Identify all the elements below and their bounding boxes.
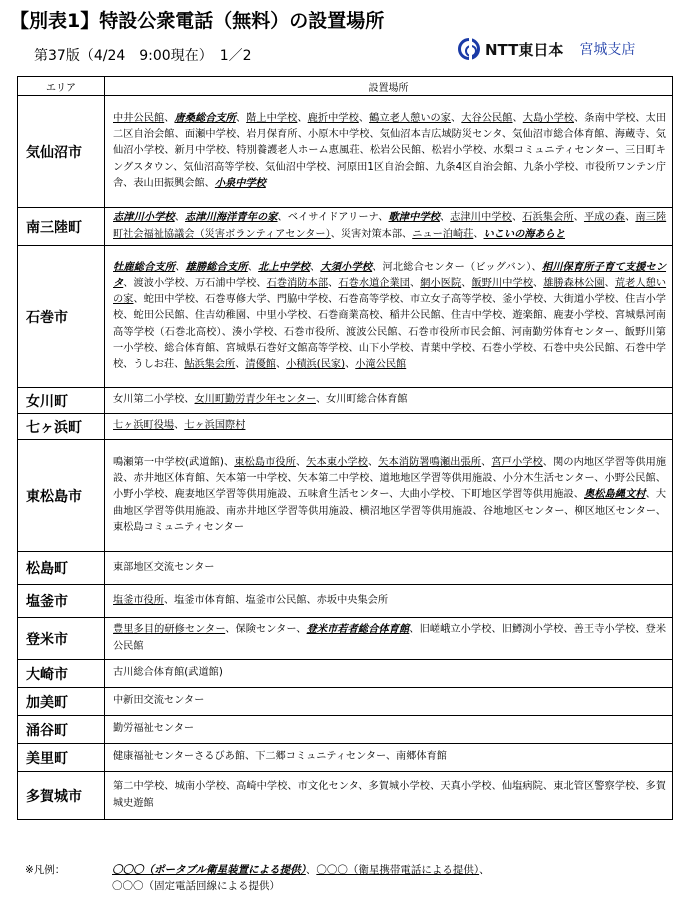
place-satellite-phone: 宮戸小学校	[491, 456, 543, 468]
place-satellite-phone: 清優館	[245, 359, 276, 370]
edition-info: 第37版（4/24 9:00現在） 1／2	[34, 48, 252, 64]
place-satellite-phone: 大谷公民館	[461, 112, 513, 124]
table-row	[18, 246, 673, 388]
places-cell	[105, 660, 673, 688]
table-row	[18, 660, 673, 688]
page-title: 【別表1】特設公衆電話（無料）の設置場所	[10, 10, 385, 32]
place-satellite-phone: 矢本消防署鳴瀬出張所	[378, 456, 482, 468]
place-satellite-phone: 鮎浜集会所	[184, 359, 236, 370]
area-cell: 女川町	[18, 388, 105, 414]
table-row	[18, 96, 673, 208]
places-cell	[105, 246, 673, 388]
place-portable-satellite: 歌津中学校	[388, 212, 440, 224]
area-cell: 美里町	[18, 744, 105, 772]
table-row	[18, 414, 673, 440]
area-cell: 気仙沼市	[18, 96, 105, 208]
place-text: 、女川町総合体育館	[315, 394, 408, 406]
place-text: 、	[625, 212, 636, 224]
place-text: 中新田交流センター	[113, 695, 205, 707]
place-text: 、	[451, 112, 462, 124]
places-cell	[105, 388, 673, 414]
place-satellite-phone: 飯野川中学校	[471, 277, 533, 289]
place-portable-satellite: 志津川小学校	[113, 212, 175, 224]
place-text: 、	[358, 112, 370, 124]
place-text: 、	[367, 456, 379, 468]
place-text: 、	[473, 228, 484, 240]
table-row	[18, 772, 673, 820]
place-text: 、	[439, 212, 451, 224]
legend	[112, 862, 490, 894]
area-cell: 石巻市	[18, 246, 105, 388]
place-text: 鳴瀬第一中学校(武道館)、	[113, 456, 235, 468]
places-cell	[105, 414, 673, 440]
place-text: 、	[297, 112, 308, 124]
place-satellite-phone: 鶴立老人憩いの家	[369, 112, 452, 124]
branch-name: 宮城支店	[579, 42, 636, 58]
place-portable-satellite: 牡鹿総合支所	[113, 261, 176, 273]
place-text: 、	[309, 261, 321, 273]
column-header-area: エリア	[18, 77, 105, 96]
place-text: 、蛇田中学校、石巻専修大学、門脇中学校、石巻高等学校、市立女子高等学校、釜小学校、大街道小学校、住吉小学校、蛇田公民館、住吉幼稚園、中里小学校、石巻商業高校、稲井公民館、住吉中学校、遊楽館、鹿妻小学校、宮城県河南高等学校（石巻北高校）、湊小学校、石巻市役所、渡波公民館、石巻市役所市民会館、河南勤労体育センター、飯野川第一小学校、総合体育館、宮城県石巻好文館高等学校、山下小学校、青葉中学校、石巻小学校、石巻中央公民館、石巻中学校、うしお荘、	[113, 294, 666, 370]
place-text: 、	[573, 212, 584, 224]
table-row	[18, 208, 673, 246]
place-text: 、河北総合センター（ビッグバン）、	[372, 261, 542, 273]
place-text: 、旧嵯峨立小学校、旧鱒渕小学校、善王寺小学校、登米公民館	[113, 624, 667, 652]
area-cell: 大崎市	[18, 660, 105, 688]
place-satellite-phone: 小滝公民館	[355, 359, 407, 370]
area-cell: 加美町	[18, 688, 105, 716]
place-satellite-phone: 雄勝森林公園	[543, 277, 605, 289]
area-cell: 多賀城市	[18, 772, 105, 820]
place-text: 、条南中学校、太田二区自治会館、面瀬中学校、岩月保育所、小原木中学校、気仙沼本吉広域防災センタ、気仙沼市総合体育館、海蔵寺、気仙沼小学校、新月中学校、特別養護老人ホーム恵風荘、松岩公民館、松岩小学校、水梨コミュニティセンター、三日町キングスタウン、気仙沼高等学校、気仙沼中学校、河原田1区自治会館、九条4区自治会館、九条小学校、市役所ワンテン庁舎、表山田振興会館、	[113, 112, 667, 189]
places-cell	[105, 440, 673, 552]
place-text: 、渡波小学校、万石浦中学校、	[123, 277, 267, 289]
place-satellite-phone: 平成の森	[583, 212, 626, 224]
place-text: 、	[235, 359, 246, 370]
places-cell	[105, 618, 673, 660]
place-portable-satellite: 唐桑総合支所	[174, 112, 236, 124]
places-cell	[105, 585, 673, 618]
place-satellite-phone: 豊里多目的研修センター	[113, 624, 226, 636]
place-satellite-phone: 七ヶ浜町役場	[113, 420, 175, 432]
area-cell: 登米市	[18, 618, 105, 660]
legend-label: ※凡例：	[25, 864, 66, 876]
places-cell	[105, 716, 673, 744]
place-portable-satellite: 小泉中学校	[214, 177, 266, 189]
area-cell: 涌谷町	[18, 716, 105, 744]
area-cell: 七ヶ浜町	[18, 414, 105, 440]
place-text: 、	[174, 420, 185, 432]
place-text: 、大曲地区学習等供用施設、南赤井地区学習等供用施設、横沼地区学習等供用施設、谷地地区センター、柳区地区センター、東松島コミュニティセンター	[113, 489, 667, 533]
legend-separator: 、	[305, 864, 317, 876]
place-text: 、	[461, 277, 472, 289]
table-row	[18, 716, 673, 744]
place-satellite-phone: 志津川中学校	[450, 212, 512, 224]
place-text: 、災害対策本部、	[330, 228, 413, 240]
place-text: 第二中学校、城南小学校、高崎中学校、市文化センタ、多賀城小学校、天真小学校、仙塩病院、東北管区警察学校、多賀城史遊館	[113, 781, 666, 809]
place-portable-satellite: いこいの海あらと	[483, 228, 566, 240]
place-text: 勤労福祉センター	[113, 723, 195, 735]
place-text: 、	[481, 456, 492, 468]
area-cell: 南三陸町	[18, 208, 105, 246]
place-satellite-phone: 鹿折中学校	[307, 112, 359, 124]
place-text: 、保険センター、	[225, 624, 307, 636]
place-satellite-phone: 矢本東小学校	[306, 456, 368, 468]
location-table	[17, 76, 673, 820]
place-text: 、	[295, 456, 307, 468]
table-row	[18, 688, 673, 716]
legend-portable-satellite: 〇〇〇（ポータブル衛星装置による提供）	[112, 864, 306, 876]
place-satellite-phone: 中井公民館	[113, 112, 165, 124]
place-portable-satellite: 相川保育所子育て支援センタ	[113, 261, 667, 289]
place-satellite-phone: 女川町勤労青少年センター	[194, 394, 316, 406]
legend-separator-end: 、	[479, 864, 490, 876]
places-cell	[105, 96, 673, 208]
place-satellite-phone: 網小医院	[420, 277, 462, 289]
place-satellite-phone: 石浜集会所	[522, 212, 574, 224]
place-text: 、関の内地区学習等供用施設、赤井地区体育館、矢本第一中学校、矢本第二中学校、道地地区学習等供用施設、小分木生活センター、小野公民館、小野小学校、鹿妻地区学習等供用施設、五味倉生活センター、大曲小学校、下町地区学習等供用施設、	[113, 456, 667, 501]
place-text: 、	[175, 261, 186, 273]
column-header-places: 設置場所	[105, 77, 673, 96]
brand	[458, 38, 635, 60]
place-portable-satellite: 雄勝総合支所	[185, 261, 248, 273]
table-header-row	[18, 77, 673, 96]
place-text: 健康福祉センターさるびあ館、下二郷コミュニティセンター、南郷体育館	[113, 751, 447, 763]
place-text: 、	[532, 277, 544, 289]
table-row	[18, 744, 673, 772]
place-text: 、ベイサイドアリーナ、	[277, 212, 389, 224]
area-cell: 東松島市	[18, 440, 105, 552]
area-cell: 塩釜市	[18, 585, 105, 618]
place-text: 、	[345, 359, 356, 370]
place-text: 、	[276, 359, 287, 370]
legend-satellite-phone: 〇〇〇（衛星携帯電話による提供）	[316, 864, 480, 876]
table-body	[18, 96, 673, 820]
place-portable-satellite: 登米市若者総合体育館	[306, 624, 410, 636]
legend-fixed-line: 〇〇〇（固定電話回線による提供）	[112, 880, 280, 892]
place-satellite-phone: ニュー泊崎荘	[412, 228, 474, 240]
place-satellite-phone: 七ヶ浜国際村	[184, 420, 246, 432]
places-cell	[105, 552, 673, 585]
place-text: 、	[235, 112, 247, 124]
place-portable-satellite: 志津川海洋青年の家	[185, 212, 278, 224]
places-cell	[105, 772, 673, 820]
place-portable-satellite: 奥松島縄文村	[584, 489, 646, 501]
place-text: 、	[174, 212, 185, 224]
place-text: 古川総合体育館(武道館)	[113, 667, 223, 679]
place-text: 東部地区交流センター	[113, 561, 215, 573]
place-portable-satellite: 北上中学校	[258, 261, 310, 273]
place-satellite-phone: 階上中学校	[246, 112, 298, 124]
table-row	[18, 552, 673, 585]
table-row	[18, 618, 673, 660]
brand-name: NTT東日本	[485, 40, 564, 59]
ntt-logo-icon	[458, 38, 480, 60]
place-portable-satellite: 大須小学校	[320, 261, 373, 273]
place-text: 、	[512, 112, 523, 124]
place-text: 、	[511, 212, 523, 224]
place-satellite-phone: 大島小学校	[522, 112, 574, 124]
places-cell	[105, 744, 673, 772]
place-satellite-phone: 荒老人憩いの家	[113, 277, 667, 306]
table-row	[18, 585, 673, 618]
table-row	[18, 440, 673, 552]
place-text: 、	[247, 261, 259, 273]
place-text: 、	[410, 277, 421, 289]
place-satellite-phone: 小積浜(民家)	[286, 359, 346, 370]
table-row	[18, 388, 673, 414]
place-satellite-phone: 塩釜市役所	[113, 594, 164, 606]
place-text: 女川第二小学校、	[113, 394, 195, 406]
place-satellite-phone: 南三陸町社会福祉協議会（災害ボランティアセンター）	[113, 212, 667, 240]
place-satellite-phone: 石巻水道企業団	[338, 277, 411, 289]
place-text: 、	[164, 112, 175, 124]
place-satellite-phone: 東松島市役所	[234, 456, 296, 468]
place-text: 、塩釜市体育館、塩釜市公民館、赤坂中央集会所	[163, 594, 389, 606]
place-text: 、	[328, 277, 339, 289]
area-cell: 松島町	[18, 552, 105, 585]
places-cell	[105, 688, 673, 716]
place-text: 、	[604, 277, 615, 289]
places-cell	[105, 208, 673, 246]
place-satellite-phone: 石巻消防本部	[266, 277, 329, 289]
